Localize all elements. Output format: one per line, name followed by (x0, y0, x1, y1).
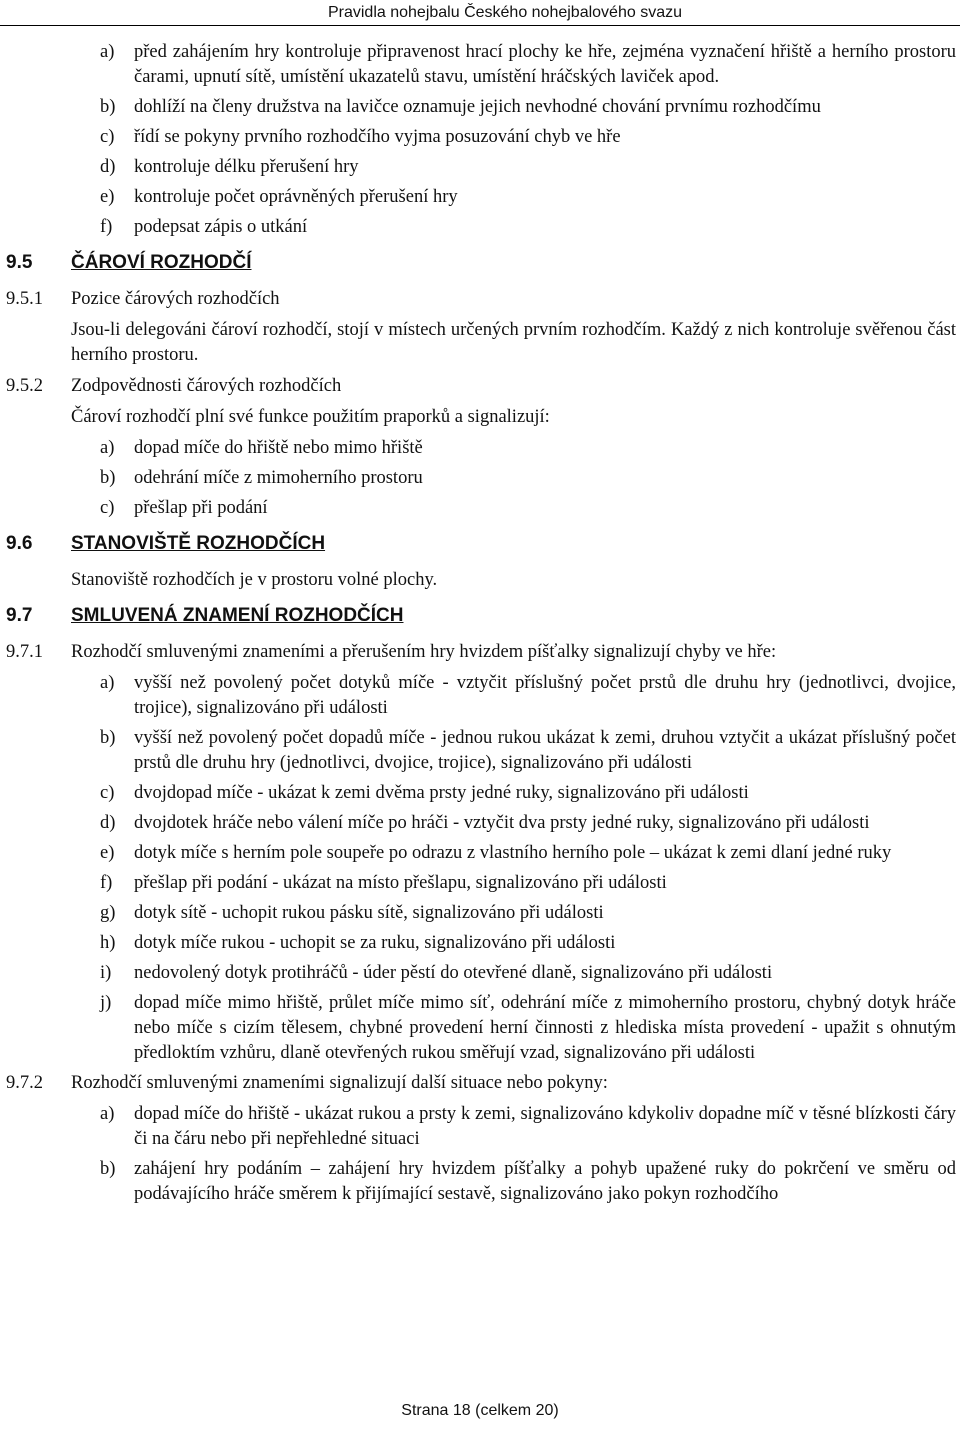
list-item (0, 95, 960, 120)
subsection-heading-9-7-2 (0, 1071, 960, 1096)
subsection-title: Rozhodčí smluvenými znameními signalizují další situace nebo pokyny: (71, 1073, 608, 1093)
list-text: dvojdopad míče - ukázat k zemi dvěma prsty jedné ruky, signalizováno při události (134, 783, 749, 803)
list-item (0, 901, 960, 926)
list-marker: d) (100, 157, 116, 177)
page-number: Strana 18 (celkem 20) (401, 1402, 559, 1419)
list-marker: d) (100, 813, 116, 833)
list-text: dopad míče do hřiště nebo mimo hřiště (134, 438, 423, 458)
section-heading-9-6 (0, 531, 960, 556)
list-marker: b) (100, 728, 116, 748)
list-marker: h) (100, 933, 116, 953)
subsection-number: 9.5.1 (6, 289, 43, 309)
list-marker: b) (100, 97, 116, 117)
list-text: dvojdotek hráče nebo válení míče po hráči - vztyčit dva prsty jedné ruky, signalizováno při události (134, 813, 870, 833)
subsection-heading-9-7-1 (0, 640, 960, 665)
section-heading-9-7 (0, 603, 960, 628)
list-marker: g) (100, 903, 116, 923)
list-text: přešlap při podání - ukázat na místo přešlapu, signalizováno při události (134, 873, 667, 893)
list-item (0, 931, 960, 956)
page-footer (0, 1402, 960, 1420)
list-item (0, 496, 960, 521)
list-text: řídí se pokyny prvního rozhodčího vyjma posuzování chyb ve hře (134, 127, 621, 147)
subsection-title: Zodpovědnosti čárových rozhodčích (71, 376, 342, 396)
subsection-number: 9.7.2 (6, 1073, 43, 1093)
list-item (0, 40, 960, 90)
section-title: SMLUVENÁ ZNAMENÍ ROZHODČÍCH (71, 605, 404, 626)
list-text: dotyk sítě - uchopit rukou pásku sítě, signalizováno při události (134, 903, 604, 923)
list-marker: e) (100, 187, 115, 207)
list-item (0, 436, 960, 461)
list-marker: a) (100, 42, 115, 62)
section-title: STANOVIŠTĚ ROZHODČÍCH (71, 533, 326, 554)
list-text: před zahájením hry kontroluje připravenost hrací plochy ke hře, zejména vyznačení hřiště a herního prostoru čarami, upnutí sítě, umístění ukazatelů stavu, umístění hráčských laviček apod. (134, 42, 956, 87)
subsection-number: 9.5.2 (6, 376, 43, 396)
list-item (0, 155, 960, 180)
list-text: dotyk míče rukou - uchopit se za ruku, signalizováno při události (134, 933, 616, 953)
paragraph: Čároví rozhodčí plní své funkce použitím praporků a signalizují: (71, 407, 550, 427)
list-text: dotyk míče s herním pole soupeře po odrazu z vlastního herního pole – ukázat k zemi dlaní jedné ruky (134, 843, 892, 863)
paragraph: Jsou-li delegováni čároví rozhodčí, stojí v místech určených prvním rozhodčím. Každý z nich kontroluje svěřenou část herního prostoru. (71, 320, 956, 365)
top-list (0, 40, 960, 240)
list-item (0, 961, 960, 986)
list-text: vyšší než povolený počet dotyků míče - vztyčit příslušný počet prstů dle druhu hry (jednotlivci, dvojice, trojice), signalizováno při události (134, 673, 956, 718)
section-number: 9.6 (6, 533, 33, 554)
list-text: vyšší než povolený počet dopadů míče - jednou rukou ukázat k zemi, druhou vztyčit a ukázat příslušný počet prstů dle druhu hry (jednotlivci, dvojice, trojice), signalizováno při události (134, 728, 956, 773)
list-text: nedovolený dotyk protihráčů - úder pěstí do otevřené dlaně, signalizováno při události (134, 963, 773, 983)
subsection-number: 9.7.1 (6, 642, 43, 662)
list-marker: c) (100, 498, 115, 518)
list-marker: c) (100, 127, 115, 147)
paragraph: Stanoviště rozhodčích je v prostoru volné plochy. (71, 570, 438, 590)
list-text: zahájení hry podáním – zahájení hry hvizdem píšťalky a pohyb upažené ruky do pokrčení ve směru od podávajícího hráče směrem k přijímající sestavě, signalizováno jako pokyn rozhodčího (134, 1159, 956, 1204)
list-marker: i) (100, 963, 112, 983)
list-item (0, 215, 960, 240)
list-item (0, 1157, 960, 1207)
subsection-heading-9-5-1 (0, 287, 960, 312)
page-header (0, 0, 960, 26)
list-item (0, 726, 960, 776)
list-item (0, 841, 960, 866)
list-marker: b) (100, 1159, 116, 1179)
list-marker: f) (100, 217, 113, 237)
subsection-title: Rozhodčí smluvenými znameními a přerušením hry hvizdem píšťalky signalizují chyby ve hře: (71, 642, 777, 662)
list-marker: j) (100, 993, 112, 1013)
list-marker: f) (100, 873, 113, 893)
list-marker: e) (100, 843, 115, 863)
list-text: dopad míče do hřiště - ukázat rukou a prsty k zemi, signalizováno kdykoliv dopadne míč v těsné blízkosti čáry či na čáru nebo při nepřehledné situaci (134, 1104, 956, 1149)
section-heading-9-5 (0, 250, 960, 275)
list-item (0, 185, 960, 210)
list-item (0, 125, 960, 150)
list-item (0, 871, 960, 896)
list-text: přešlap při podání (134, 498, 268, 518)
list-marker: b) (100, 468, 116, 488)
section-number: 9.5 (6, 252, 33, 273)
list-text: odehrání míče z mimoherního prostoru (134, 468, 423, 488)
section-title: ČÁROVÍ ROZHODČÍ (71, 252, 252, 273)
header-title: Pravidla nohejbalu Českého nohejbalového svazu (327, 3, 682, 21)
list-marker: a) (100, 438, 115, 458)
list-text: dohlíží na členy družstva na lavičce oznamuje jejich nevhodné chování prvnímu rozhodčímu (134, 97, 821, 117)
list-item (0, 991, 960, 1066)
list-text: dopad míče mimo hřiště, průlet míče mimo síť, odehrání míče z mimoherního prostoru, chybný dotyk hráče nebo míče s cizím tělesem, chybné provedení herní činnosti z hlediska místa provedení - upažit s ohnutým předloktím vzhůru, dlaně otevřených rukou směřují vzad, signalizováno při události (134, 993, 956, 1063)
list-item (0, 1102, 960, 1152)
list-item (0, 781, 960, 806)
list-text: kontroluje počet oprávněných přerušení hry (134, 187, 458, 207)
subsection-heading-9-5-2 (0, 374, 960, 399)
list-marker: a) (100, 673, 115, 693)
list-item (0, 466, 960, 491)
list-marker: c) (100, 783, 115, 803)
section-number: 9.7 (6, 605, 33, 626)
list-item (0, 811, 960, 836)
list-marker: a) (100, 1104, 115, 1124)
list-text: kontroluje délku přerušení hry (134, 157, 359, 177)
list-text: podepsat zápis o utkání (134, 217, 308, 237)
list-item (0, 671, 960, 721)
page-content (0, 40, 960, 1212)
subsection-title: Pozice čárových rozhodčích (71, 289, 280, 309)
